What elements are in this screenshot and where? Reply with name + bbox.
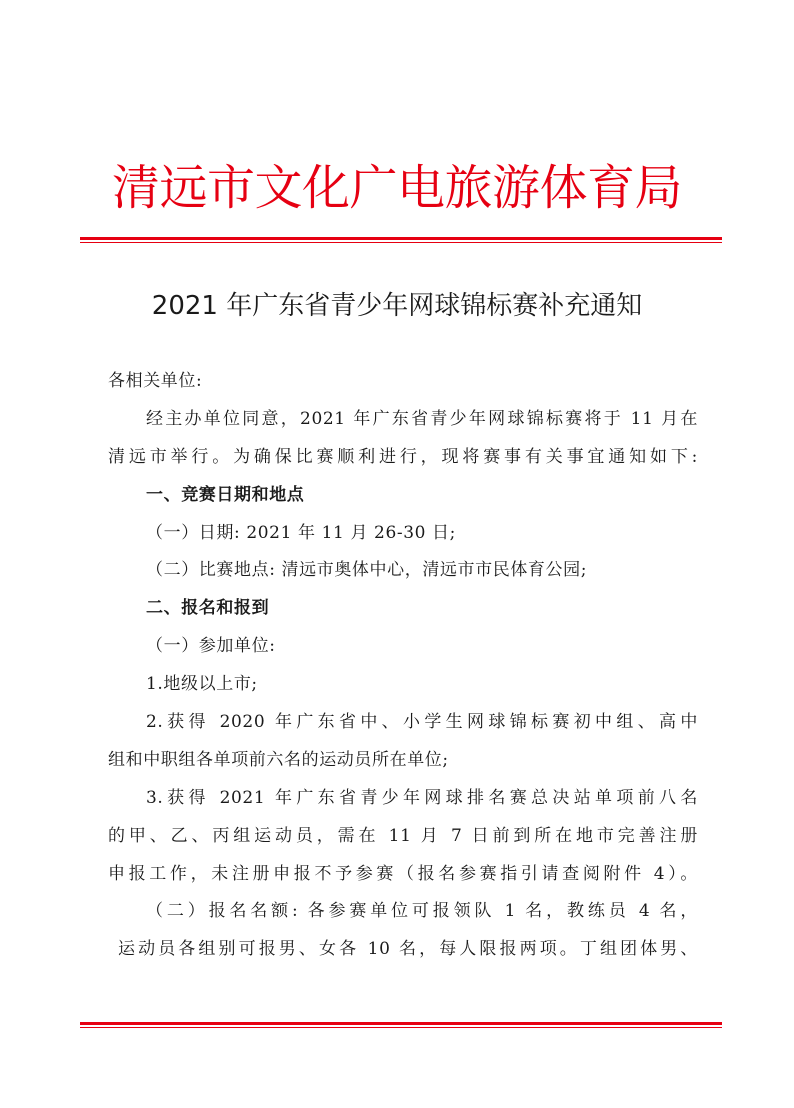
salutation: 各相关单位: <box>108 371 203 391</box>
paragraph-line: 组和中职组各单项前六名的运动员所在单位; <box>108 749 449 770</box>
notice-body <box>108 366 698 972</box>
section-heading-2: 二、报名和报到 <box>146 598 270 619</box>
list-item: （二）比赛地点: 清远市奥体中心，清远市市民体育公园; <box>146 560 588 581</box>
issuing-authority-title: 清远市文化广电旅游体育局 <box>111 160 682 216</box>
list-item: （一）参加单位: <box>146 636 276 657</box>
paragraph-line: 3.获得 2021 年广东省青少年网球排名赛总决站单项前八名 <box>146 787 698 808</box>
paragraph-line: 经主办单位同意，2021 年广东省青少年网球锦标赛将于 11 月在 <box>146 408 698 429</box>
paragraph-line: 2.获得 2020 年广东省中、小学生网球锦标赛初中组、高中 <box>146 712 698 733</box>
paragraph-line: 运动员各组别可报男、女各 10 名，每人限报两项。丁组团体男、 <box>118 939 698 960</box>
notice-title: 2021 年广东省青少年网球锦标赛补充通知 <box>151 291 643 321</box>
list-item: （一）日期: 2021 年 11 月 26-30 日; <box>146 522 456 543</box>
footer-red-rule <box>80 1022 722 1028</box>
paragraph-line: 的甲、乙、丙组运动员，需在 11 月 7 日前到所在地市完善注册 <box>108 825 698 846</box>
header-red-rule <box>80 237 722 243</box>
section-heading-1: 一、竞赛日期和地点 <box>146 484 305 505</box>
paragraph-line: 清远市举行。为确保比赛顺利进行，现将赛事有关事宜通知如下: <box>108 446 698 467</box>
list-item: 1.地级以上市; <box>146 674 258 695</box>
paragraph-line: 申报工作，未注册申报不予参赛（报名参赛指引请查阅附件 4）。 <box>108 863 698 884</box>
paragraph-line: （二）报名名额: 各参赛单位可报领队 1 名，教练员 4 名， <box>146 901 698 922</box>
